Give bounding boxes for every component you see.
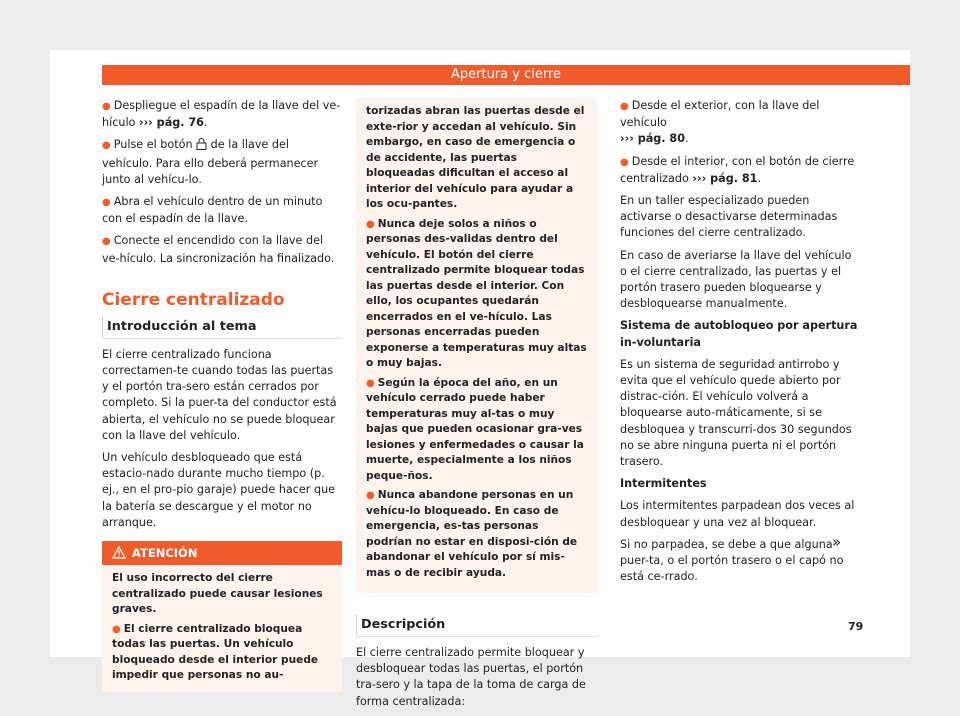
bullet-icon: ● <box>366 490 375 501</box>
subsection-title: Descripción <box>356 615 598 635</box>
page-reference[interactable]: ››› pág. 80 <box>620 132 686 146</box>
page-reference[interactable]: ››› pág. 81 <box>692 171 758 185</box>
warning-triangle-icon <box>112 543 126 567</box>
page-number: 79 <box>848 620 864 633</box>
bullet-icon: ● <box>620 101 629 112</box>
list-item: ● Desde el exterior, con la llave del vehículo ››› pág. 80. <box>620 99 820 146</box>
lock-icon <box>196 138 207 155</box>
warning-item: ● Según la época del año, en un vehículo cerrado puede haber temperaturas muy al-tas o muy bajas que pueden ocasionar gra-ves lesiones y enfermedades o causar la muerte, especialmente a los niños peque-ños. <box>366 376 584 482</box>
list-item: ● Despliegue el espadín de la llave del ve-hículo ››› pág. 76. <box>102 99 341 130</box>
bullet-icon: ● <box>102 101 111 112</box>
column-3 <box>620 98 860 591</box>
manual-page <box>50 50 910 708</box>
warning-item: ● Nunca deje solos a niños o personas des-validas dentro del vehículo. El botón del cierre centralizado permite bloquear todas las puertas desde el interior. Con ello, los ocupantes quedarán encerrados en el ve-hículo. Las personas encerradas pueden exponerse a temperaturas muy altas o muy bajas. <box>366 217 587 369</box>
paragraph: En caso de averiarse la llave del vehículo o el cierre centralizado, las puertas y el portón trasero pueden bloquearse y desbloquearse manualmente. <box>620 248 852 311</box>
list-item: ● Pulse el botón de la llave del vehículo. Para ello deberá permanecer junto al vehícu-lo. <box>102 138 319 186</box>
warning-item: ● El cierre centralizado bloquea todas las puertas. Un vehículo bloqueado desde el interior puede impedir que personas no au- <box>112 622 319 682</box>
chapter-header: Apertura y cierre <box>102 65 910 85</box>
paragraph: El cierre centralizado funciona correctamen-te cuando todas las puertas y el portón tra-sero están cerrados por completo. Si la puer-ta del conductor está abierta, el vehículo no se puede bloquear con la llave del vehículo. <box>102 347 337 442</box>
bullet-icon: ● <box>102 197 111 209</box>
warning-box-continued <box>356 98 598 593</box>
subheading: Sistema de autobloqueo por apertura in-voluntaria <box>620 319 858 349</box>
subheading: Intermitentes <box>620 477 707 491</box>
bullet-icon: ● <box>112 623 121 635</box>
list-item: ● Desde el interior, con el botón de cierre centralizado ››› pág. 81. <box>620 154 855 185</box>
warning-text: torizadas abran las puertas desde el exte-rior y accedan al vehículo. Sin embargo, en caso de emergencia o de accidente, las puertas bloqueadas dificultan el acceso al interior del vehículo para ayudar a los ocu-pantes. <box>366 105 585 210</box>
paragraph: El cierre centralizado permite bloquear y desbloquear todas las puertas, el portón tra-sero y la tapa de la toma de carga de forma centralizada: <box>356 646 586 708</box>
list-item: ● Abra el vehículo dentro de un minuto con el espadín de la llave. <box>102 195 323 226</box>
bullet-icon: ● <box>620 156 629 168</box>
paragraph: Si no parpadea, se debe a que alguna puer-ta, o el portón trasero o el capó no está ce-rrado. <box>620 537 844 584</box>
paragraph: Los intermitentes parpadean dos veces al desbloquear y una vez al bloquear. <box>620 499 855 529</box>
paragraph: Un vehículo desbloqueado que está estacio-nado durante mucho tiempo (p. ej., en el pro-pio garaje) puede hacer que la batería se descargue y el motor no arranque. <box>102 451 336 529</box>
list-item: ● Conecte el encendido con la llave del ve-hículo. La sincronización ha finalizado. <box>102 234 335 265</box>
subsection-title: Introducción al tema <box>102 317 342 337</box>
warning-header: ATENCIÓN <box>102 541 342 565</box>
paragraph: Es un sistema de seguridad antirrobo y evita que el vehículo quede abierto por distrac-ción. El vehículo volverá a bloquearse auto-máticamente, si se desbloquea y transcurri-dos 30 segundos no se abre ninguna puerta ni el portón trasero. <box>620 357 852 469</box>
section-title: Cierre centralizado <box>102 289 285 310</box>
bullet-icon: ● <box>102 236 111 248</box>
column-2 <box>356 98 598 716</box>
bullet-icon: ● <box>366 377 375 389</box>
warning-item: ● Nunca abandone personas en un vehícu-lo bloqueado. En caso de emergencia, es-tas personas podrían no estar en disposi-ción de abandonar el vehículo por sí mis-mas o de recibir ayuda. <box>366 489 578 579</box>
continue-marker: » <box>832 533 842 551</box>
warning-text: El uso incorrecto del cierre centralizado puede causar lesiones graves. <box>112 572 323 616</box>
bullet-icon: ● <box>366 218 375 230</box>
paragraph: En un taller especializado pueden activarse o desactivarse determinadas funciones del cierre centralizado. <box>620 194 838 240</box>
page-reference[interactable]: ››› pág. 76 <box>138 116 204 130</box>
bullet-icon: ● <box>102 140 111 152</box>
column-1 <box>102 98 342 692</box>
warning-box <box>102 565 342 692</box>
